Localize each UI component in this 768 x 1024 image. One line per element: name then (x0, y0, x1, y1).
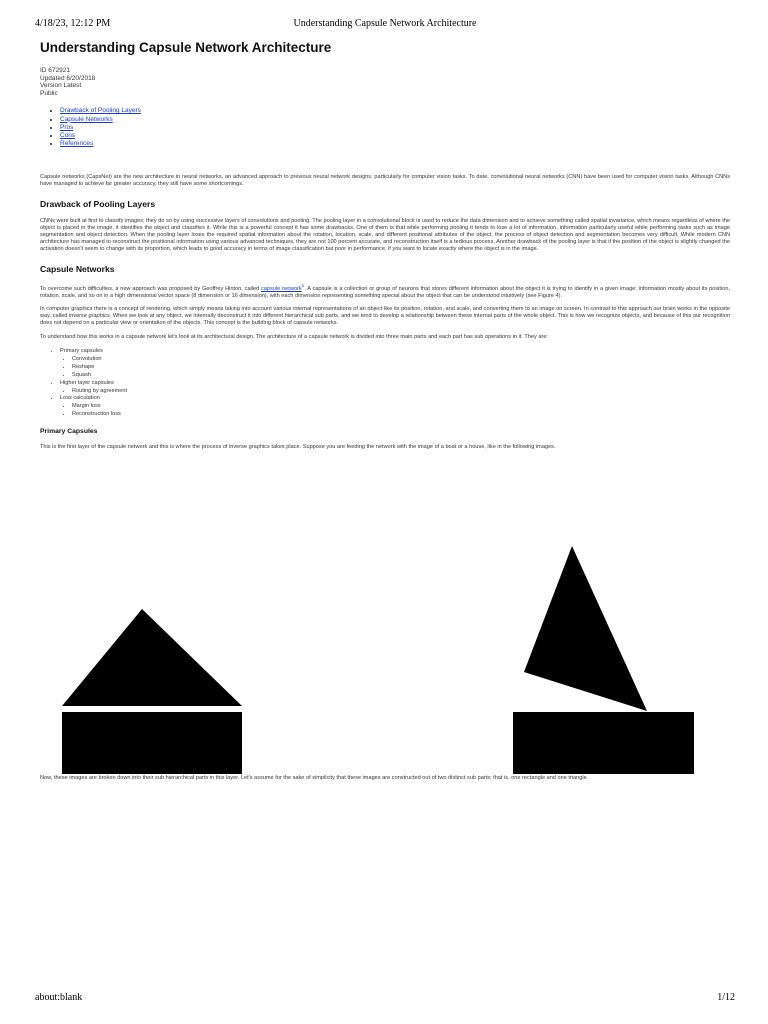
toc-link-references[interactable]: References (60, 140, 94, 148)
after-images-paragraph: Now, these images are broken down into their sub hierarchical parts in this layer. Let's assume for the sake of simplicity that these images are constructed out of two distinct sub parts; that is, one rectangle and one triangle. (40, 775, 589, 781)
subsection-heading-primary-capsules: Primary Capsules (40, 428, 98, 436)
toc-item (60, 132, 730, 140)
intro-paragraph: Capsule networks (CapsNet) are the new architecture in neural networks, an advanced approach to previous neural network designs, particularly for computer vision tasks. To date, convolutional neural networks (CNN) have been used for computer vision tasks. Although CNNs have managed to achieve far greater accuracy, they still have some shortcomings. (40, 174, 730, 188)
list-item: • Loss calculation • Margin loss • Reconstruction loss (60, 395, 730, 419)
house-base-rectangle (62, 712, 242, 774)
list-item: • Higher layer capsules • Routing by agreement (60, 380, 730, 396)
meta-updated: Updated 6/20/2018 (40, 74, 96, 82)
list-item: • Reconstruction loss (72, 411, 730, 419)
print-footer (35, 992, 735, 1006)
article-title: Understanding Capsule Network Architecture (40, 40, 332, 55)
capsule-paragraph-2: In computer graphics there is a concept of rendering, which simply means taking into account various internal representations of an object like its position, rotation, and scale, and converting them to an image on screen. In contrast to this approach our brain works in the opposite way, called inverse graphics. When we look at any object, we internally deconstruct it into different hierarchical sub parts, and we tend to develop a relationship between these internal parts of the whole object. This is how we recognize objects, and because of this our recognition does not depend on a particular view or orientation of the objects. This concept is the building block of capsule networks. (40, 306, 731, 327)
toc-link-pros[interactable]: Pros (60, 123, 74, 131)
boat-sail-triangle (524, 546, 647, 711)
architecture-list (40, 348, 730, 419)
section-heading-drawback: Drawback of Pooling Layers (40, 199, 156, 210)
toc-link-cons[interactable]: Cons (60, 131, 76, 139)
toc-item (60, 107, 730, 115)
capsule-network-link[interactable]: capsule network (260, 285, 302, 292)
list-item: • Routing by agreement (72, 388, 730, 396)
inverse-graphics-term: inverse graphics (68, 313, 110, 320)
boat-hull-rectangle (513, 712, 694, 774)
shapes-figure (40, 506, 730, 776)
drawback-paragraph: CNNs were built at first to classify images; they do so by using successive layers of convolutions and pooling. The pooling layer in a convolutional block is used to reduce the data dimension and to achieve something called spatial invariance, which means regardless of where the object is placed in the image, it identifies the object and classifies it. While this is a powerful concept it has some drawbacks. One of them is that while performing pooling it tends to lose a lot of information, information particularly useful while performing tasks such as image segmentation and object detection. When the pooling layer loses the required spatial information about the rotation, location, scale, and different positional attributes of the object, the process of object detection and segmentation becomes very difficult. While modern CNN architecture has managed to reconstruct the positional information using various advanced techniques, they are not 100 percent accurate, and reconstruction itself is a tedious process. Another drawback of the pooling layer is that if the position of the object is slightly changed the activation doesn't seem to change with its proportion, which leads to good accuracy in terms of image classification but poor in performance, if you want to locate exactly where the object is in the image. (40, 218, 730, 252)
section-heading-capsule-networks: Capsule Networks (40, 263, 115, 274)
print-datetime: 4/18/23, 12:12 PM (35, 18, 111, 29)
print-header (35, 18, 735, 32)
capsule-paragraph-1: To overcome such difficulties, a new approach was proposed by Geoffrey Hinton, called capsule network$^1$. A capsule is a collection or group of neurons that stores different information about the object it is trying to identify in a given image; information mostly about its position, rotation, scale, and so on in a high dimensional vector space (8 dimension or 16 dimension), with each dimension representing something special about the object that can be understood intuitively (see Figure 4). (40, 282, 730, 299)
list-item: • Convolution (72, 356, 730, 364)
house-roof-triangle (62, 609, 242, 706)
list-item: • Primary capsules • Convolution • Reshape • Squash (60, 348, 730, 380)
toc-item (60, 124, 730, 132)
primary-capsules-paragraph: This is the first layer of the capsule network and this is where the process of inverse graphics takes place. Suppose you are feeding the network with the image of a boat or a house, like in the following images. (40, 444, 556, 451)
toc-item (60, 116, 730, 124)
print-page-title: Understanding Capsule Network Architecture (293, 18, 477, 29)
meta-version: Version Latest (40, 82, 82, 90)
toc-item (60, 140, 730, 148)
print-url: about:blank (35, 992, 83, 1003)
print-page-number: 1/12 (717, 992, 735, 1003)
toc-link-drawback[interactable]: Drawback of Pooling Layers (60, 107, 141, 115)
meta-id: ID 672921 (40, 67, 70, 74)
toc-link-capsule-networks[interactable]: Capsule Networks (60, 115, 113, 123)
footnote-ref: 1 (301, 282, 305, 288)
list-item: • Margin loss (72, 403, 730, 411)
capsule-paragraph-3: To understand how this works in a capsule network let's look at its architectural design. The architecture of a capsule network is divided into three main parts and each part has sub operations in it. They are: (40, 334, 548, 341)
table-of-contents (40, 107, 730, 148)
article-meta (40, 67, 730, 97)
article (40, 38, 731, 781)
list-item: • Squash (72, 372, 730, 380)
list-item: • Reshape (72, 364, 730, 372)
meta-visibility: Public (40, 89, 58, 97)
example-images (40, 506, 730, 806)
